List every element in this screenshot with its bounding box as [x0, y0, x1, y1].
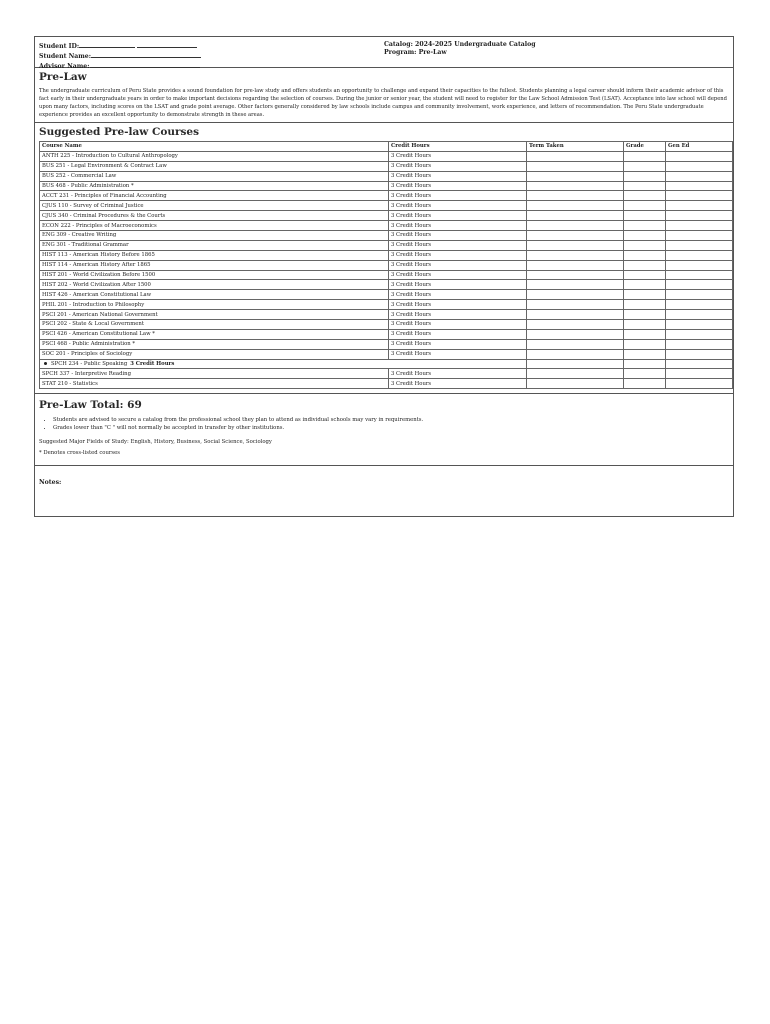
grade-cell [624, 240, 666, 250]
table-row [40, 151, 733, 161]
term-taken-cell [527, 349, 624, 359]
student-id-label: Student ID: [39, 43, 80, 50]
catalog-line: Catalog: 2024-2025 Undergraduate Catalog [384, 41, 536, 48]
course-name-cell: ENG 309 - Creative Writing [40, 231, 389, 241]
course-name-cell: HIST 201 - World Civilization Before 1500 [40, 270, 389, 280]
term-taken-cell [527, 320, 624, 330]
table-row [40, 201, 733, 211]
table-row [40, 339, 733, 349]
grade-cell [624, 339, 666, 349]
advisor-name-line [39, 61, 384, 71]
gen-ed-cell [666, 211, 733, 221]
major-fields: Suggested Major Fields of Study: English, History, Business, Social Science, Sociology [39, 438, 272, 445]
list-item: • Students are advised to secure a catalog from the professional school they plan to attend as individual schools may vary in requirements. [53, 416, 729, 424]
advisor-name-blank [90, 61, 200, 68]
grade-cell [624, 221, 666, 231]
course-name-cell: SOC 201 - Principles of Sociology [40, 349, 389, 359]
term-taken-cell [527, 221, 624, 231]
grade-cell [624, 161, 666, 171]
gen-ed-cell [666, 191, 733, 201]
gen-ed-cell [666, 151, 733, 161]
course-name-cell: PSCI 468 - Public Administration * [40, 339, 389, 349]
grade-cell [624, 191, 666, 201]
term-taken-cell [527, 379, 624, 389]
gen-ed-cell [666, 240, 733, 250]
course-name-cell: HIST 202 - World Civilization After 1500 [40, 280, 389, 290]
gen-ed-cell [666, 221, 733, 231]
credit-hours-cell: 3 Credit Hours [389, 339, 527, 349]
gen-ed-cell [666, 161, 733, 171]
grade-cell [624, 329, 666, 339]
grade-cell [624, 349, 666, 359]
spch-course-name: SPCH 234 - Public Speaking [51, 361, 128, 368]
credit-hours-cell: 3 Credit Hours [389, 270, 527, 280]
notes-section [35, 466, 733, 516]
table-row [40, 161, 733, 171]
grade-cell [624, 270, 666, 280]
credit-hours-cell: 3 Credit Hours [389, 379, 527, 389]
term-taken-cell [527, 329, 624, 339]
course-name-cell: PSCI 426 - American Constitutional Law * [40, 329, 389, 339]
grade-cell [624, 359, 666, 369]
table-row [40, 359, 733, 369]
table-row [40, 211, 733, 221]
table-row [40, 310, 733, 320]
notes-label: Notes: [39, 478, 62, 486]
col-course-name: Course Name [40, 142, 389, 152]
grade-cell [624, 231, 666, 241]
total-title: Pre-Law Total: 69 [39, 399, 142, 412]
table-row [40, 181, 733, 191]
credit-hours-cell: 3 Credit Hours [389, 300, 527, 310]
grade-cell [624, 211, 666, 221]
gen-ed-cell [666, 329, 733, 339]
credit-hours-cell: 3 Credit Hours [389, 161, 527, 171]
gen-ed-cell [666, 260, 733, 270]
table-row [40, 280, 733, 290]
course-name-cell: CJUS 340 - Criminal Procedures & the Courts [40, 211, 389, 221]
course-name-cell: ECON 222 - Principles of Macroeconomics [40, 221, 389, 231]
table-row [40, 320, 733, 330]
course-name-cell: ANTH 225 - Introduction to Cultural Anthropology [40, 151, 389, 161]
credit-hours-cell: 3 Credit Hours [389, 280, 527, 290]
student-id-blank [79, 41, 135, 48]
intro-text: The undergraduate curriculum of Peru State provides a sound foundation for pre-law study and offers students an opportunity to challenge and expand their capacities to the fullest. Students planning a legal career should inform their academic advisor of this fact early in their undergraduate years in order to make important decisions regarding the selection of courses. During the junior or senior year, the student will need to register for the Law School Admission Test (LSAT). Acceptance into law school will depend upon many factors, including scores on the LSAT and grade point average. Other factors generally considered by law schools include campus and community involvement, work experience, and letters of recommendation. The Peru State undergraduate experience provides an excellent opportunity to demonstrate strength in these areas. [39, 88, 727, 118]
grade-cell [624, 290, 666, 300]
course-name-cell: BUS 251 - Legal Environment & Contract Law [40, 161, 389, 171]
col-credit-hours: Credit Hours [389, 142, 527, 152]
term-taken-cell [527, 290, 624, 300]
gen-ed-cell [666, 320, 733, 330]
table-row [40, 240, 733, 250]
table-row [40, 329, 733, 339]
credit-hours-cell: 3 Credit Hours [389, 151, 527, 161]
courses-title: Suggested Pre-law Courses [39, 126, 200, 138]
course-name-cell: STAT 210 - Statistics [40, 379, 389, 389]
course-name-cell: BUS 468 - Public Administration * [40, 181, 389, 191]
course-name-cell: PSCI 201 - American National Government [40, 310, 389, 320]
grade-cell [624, 201, 666, 211]
gen-ed-cell [666, 231, 733, 241]
credit-hours-cell: 3 Credit Hours [389, 181, 527, 191]
table-row [40, 290, 733, 300]
spch-credit-hours: 3 Credit Hours [130, 361, 175, 368]
credit-hours-cell: 3 Credit Hours [389, 320, 527, 330]
gen-ed-cell [666, 369, 733, 379]
gen-ed-cell [666, 339, 733, 349]
credit-hours-cell: 3 Credit Hours [389, 310, 527, 320]
bullet-icon [44, 362, 47, 365]
grade-cell [624, 300, 666, 310]
student-name-line [39, 51, 384, 61]
gen-ed-cell [666, 300, 733, 310]
gen-ed-cell [666, 280, 733, 290]
credit-hours-cell: 3 Credit Hours [389, 349, 527, 359]
student-id-blank-2 [137, 41, 197, 48]
intro-title: Pre-Law [39, 71, 87, 83]
gen-ed-cell [666, 310, 733, 320]
gen-ed-cell [666, 201, 733, 211]
course-name-cell: HIST 113 - American History Before 1865 [40, 250, 389, 260]
grade-cell [624, 151, 666, 161]
credit-hours-cell: 3 Credit Hours [389, 290, 527, 300]
term-taken-cell [527, 260, 624, 270]
intro-section [35, 68, 733, 123]
credit-hours-cell: 3 Credit Hours [389, 231, 527, 241]
grade-cell [624, 250, 666, 260]
table-row [40, 300, 733, 310]
student-name-blank [91, 51, 201, 58]
courses-section [35, 123, 733, 394]
table-row [40, 349, 733, 359]
grade-cell [624, 280, 666, 290]
course-name-cell: BUS 252 - Commercial Law [40, 171, 389, 181]
course-name-cell: PHIL 201 - Introduction to Philosophy [40, 300, 389, 310]
grade-cell [624, 181, 666, 191]
term-taken-cell [527, 171, 624, 181]
grade-cell [624, 379, 666, 389]
term-taken-cell [527, 201, 624, 211]
term-taken-cell [527, 151, 624, 161]
term-taken-cell [527, 211, 624, 221]
sheet-header [35, 37, 733, 68]
gen-ed-cell [666, 171, 733, 181]
course-name-cell: SPCH 337 - Interpretive Reading [40, 369, 389, 379]
credit-hours-cell: 3 Credit Hours [389, 221, 527, 231]
courses-table-body [40, 151, 733, 388]
gen-ed-cell [666, 250, 733, 260]
credit-hours-cell: 3 Credit Hours [389, 240, 527, 250]
grade-cell [624, 260, 666, 270]
credit-hours-cell: 3 Credit Hours [389, 211, 527, 221]
course-name-cell: HIST 114 - American History After 1865 [40, 260, 389, 270]
course-name-cell: CJUS 110 - Survey of Criminal Justice [40, 201, 389, 211]
table-row [40, 231, 733, 241]
grade-cell [624, 369, 666, 379]
course-name-cell: HIST 426 - American Constitutional Law [40, 290, 389, 300]
term-taken-cell [527, 161, 624, 171]
term-taken-cell [527, 181, 624, 191]
col-grade: Grade [624, 142, 666, 152]
term-taken-cell [527, 231, 624, 241]
term-taken-cell [527, 310, 624, 320]
table-row [40, 379, 733, 389]
gen-ed-cell [666, 290, 733, 300]
course-name-cell: ACCT 231 - Principles of Financial Accounting [40, 191, 389, 201]
course-name-cell [40, 359, 527, 369]
term-taken-cell [527, 250, 624, 260]
courses-table [39, 141, 733, 389]
col-gen-ed: Gen Ed [666, 142, 733, 152]
gen-ed-cell [666, 270, 733, 280]
advising-sheet [34, 36, 734, 517]
term-taken-cell [527, 270, 624, 280]
catalog-info [384, 41, 729, 67]
col-term-taken: Term Taken [527, 142, 624, 152]
grade-cell [624, 171, 666, 181]
term-taken-cell [527, 359, 624, 369]
table-row [40, 191, 733, 201]
student-name-label: Student Name: [39, 53, 92, 60]
table-row [40, 221, 733, 231]
table-header-row [40, 142, 733, 152]
table-row [40, 171, 733, 181]
course-name-cell: PSCI 202 - State & Local Government [40, 320, 389, 330]
term-taken-cell [527, 369, 624, 379]
credit-hours-cell: 3 Credit Hours [389, 171, 527, 181]
term-taken-cell [527, 339, 624, 349]
gen-ed-cell [666, 181, 733, 191]
gen-ed-cell [666, 359, 733, 369]
spch-line [42, 361, 174, 367]
credit-hours-cell: 3 Credit Hours [389, 369, 527, 379]
course-name-cell: ENG 301 - Traditional Grammar [40, 240, 389, 250]
table-row [40, 250, 733, 260]
credit-hours-cell: 3 Credit Hours [389, 250, 527, 260]
credit-hours-cell: 3 Credit Hours [389, 329, 527, 339]
list-item: • Grades lower than "C " will not normally be accepted in transfer by other institutions. [53, 424, 729, 432]
student-id-line [39, 41, 384, 51]
term-taken-cell [527, 240, 624, 250]
student-info [39, 41, 384, 70]
credit-hours-cell: 3 Credit Hours [389, 260, 527, 270]
gen-ed-cell [666, 379, 733, 389]
advisor-name-label: Advisor Name: [39, 63, 90, 70]
gen-ed-cell [666, 349, 733, 359]
term-taken-cell [527, 191, 624, 201]
crosslisted-note: * Denotes cross-listed courses [39, 449, 121, 456]
grade-cell [624, 310, 666, 320]
table-row [40, 369, 733, 379]
table-row [40, 260, 733, 270]
notes-list [39, 416, 729, 432]
credit-hours-cell: 3 Credit Hours [389, 201, 527, 211]
table-row [40, 270, 733, 280]
total-section [35, 394, 733, 465]
program-line: Program: Pre-Law [384, 49, 447, 56]
term-taken-cell [527, 280, 624, 290]
term-taken-cell [527, 300, 624, 310]
grade-cell [624, 320, 666, 330]
credit-hours-cell: 3 Credit Hours [389, 191, 527, 201]
